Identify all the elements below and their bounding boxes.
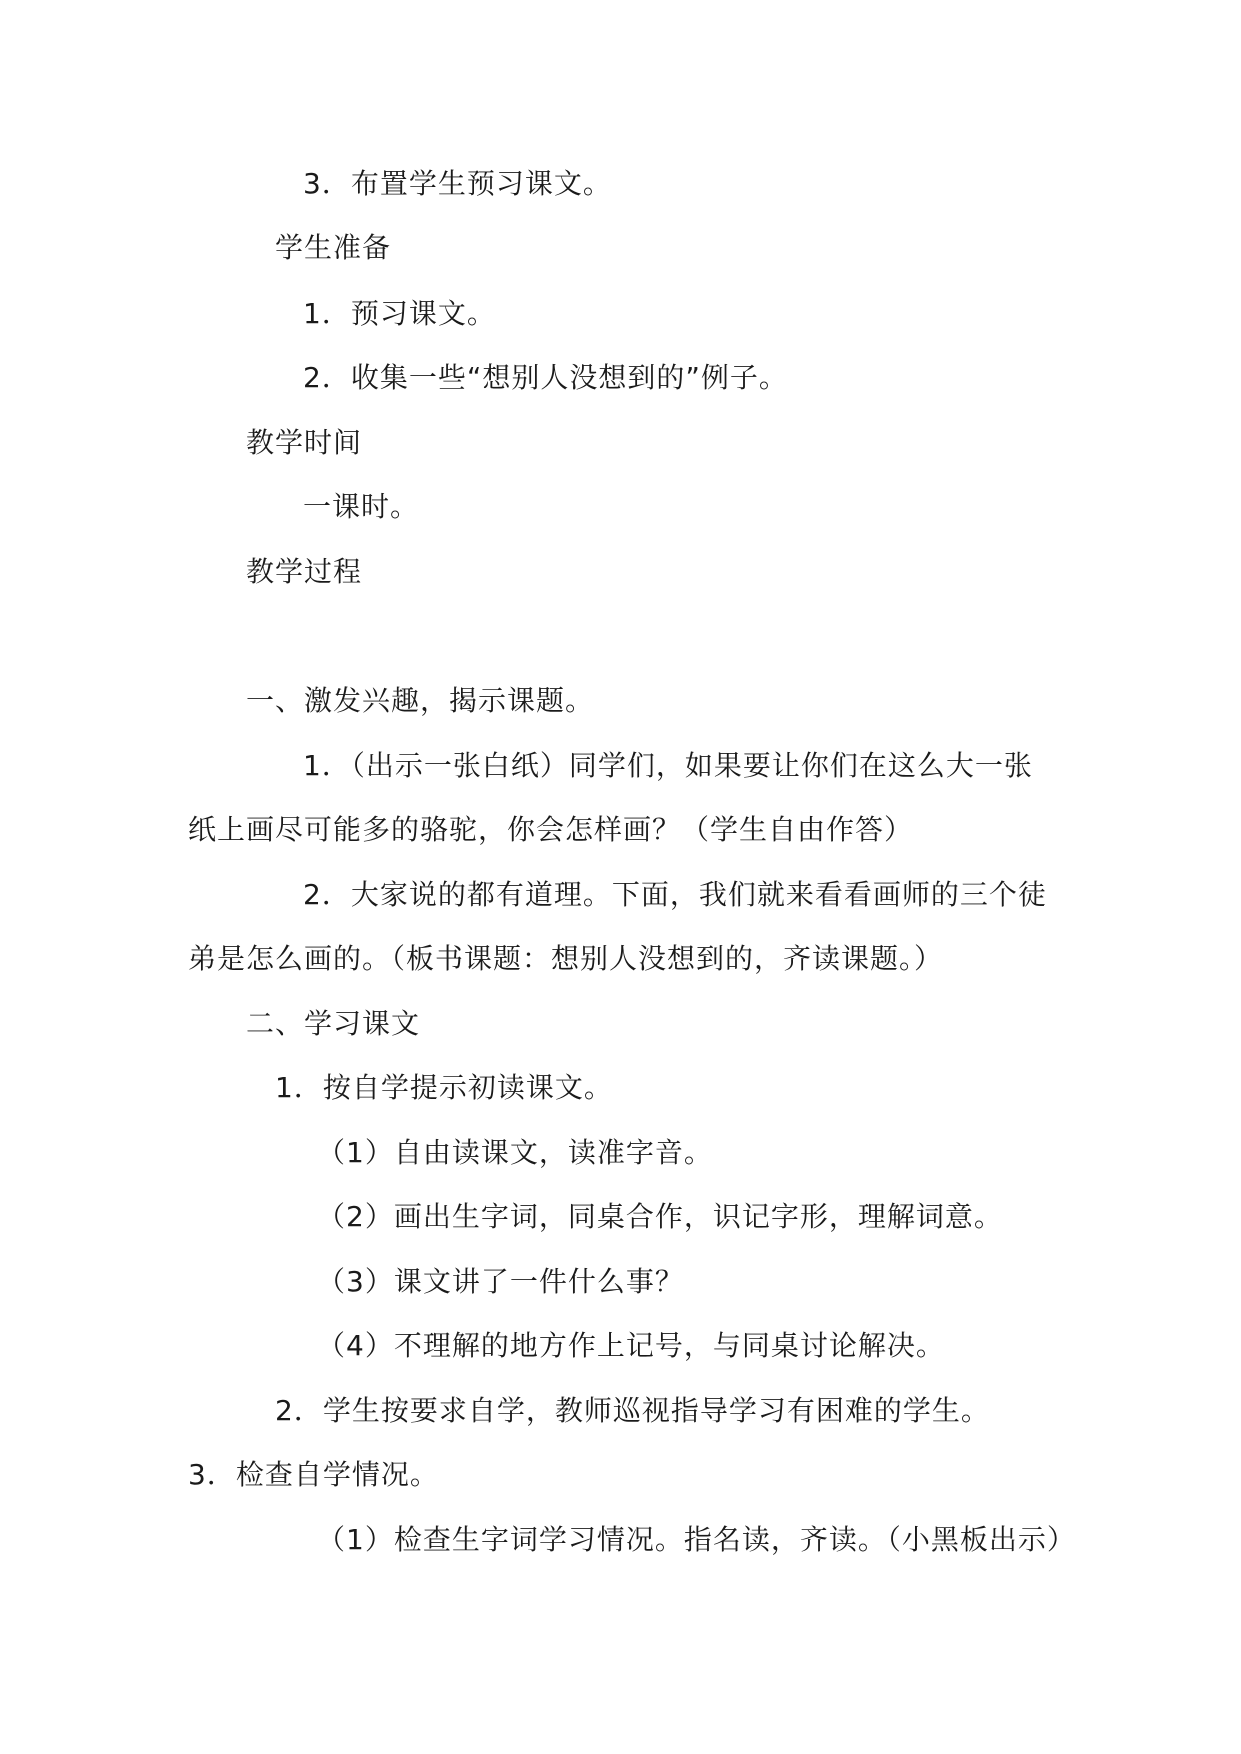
sub-item-check-words: （1）检查生字词学习情况。指名读，齐读。（小黑板出示）	[317, 1523, 1076, 1556]
sub-item-4: （4）不理解的地方作上记号，与同桌讨论解决。	[317, 1329, 945, 1362]
paragraph-two-line-2: 弟是怎么画的。（板书课题：想别人没想到的，齐读课题。）	[188, 942, 944, 975]
text-line-preview: 1．预习课文。	[303, 297, 496, 330]
paragraph-one-line-1: 1．（出示一张白纸）同学们，如果要让你们在这么大一张	[303, 749, 1033, 782]
section-heading-one: 一、激发兴趣，揭示课题。	[246, 684, 595, 717]
heading-teaching-time: 教学时间	[246, 426, 363, 459]
text-line-prep-assign: 3．布置学生预习课文。	[303, 167, 612, 200]
text-line-check-study: 3．检查自学情况。	[188, 1458, 439, 1491]
sub-item-3: （3）课文讲了一件什么事？	[317, 1265, 684, 1298]
text-line-collect-examples: 2．收集一些“想别人没想到的”例子。	[303, 361, 788, 394]
sub-item-1: （1）自由读课文，读准字音。	[317, 1136, 713, 1169]
section-heading-two: 二、学习课文	[246, 1007, 421, 1040]
paragraph-one-line-2: 纸上画尽可能多的骆驼，你会怎样画？（学生自由作答）	[188, 813, 914, 846]
text-line-self-study: 1．按自学提示初读课文。	[275, 1071, 613, 1104]
text-line-students-study: 2．学生按要求自学，教师巡视指导学习有困难的学生。	[275, 1394, 990, 1427]
paragraph-two-line-1: 2．大家说的都有道理。下面，我们就来看看画师的三个徒	[303, 878, 1047, 911]
sub-item-2: （2）画出生字词，同桌合作，识记字形，理解词意。	[317, 1200, 1003, 1233]
heading-teaching-process: 教学过程	[246, 555, 363, 588]
heading-student-prep: 学生准备	[275, 231, 392, 264]
text-line-one-period: 一课时。	[303, 490, 420, 523]
